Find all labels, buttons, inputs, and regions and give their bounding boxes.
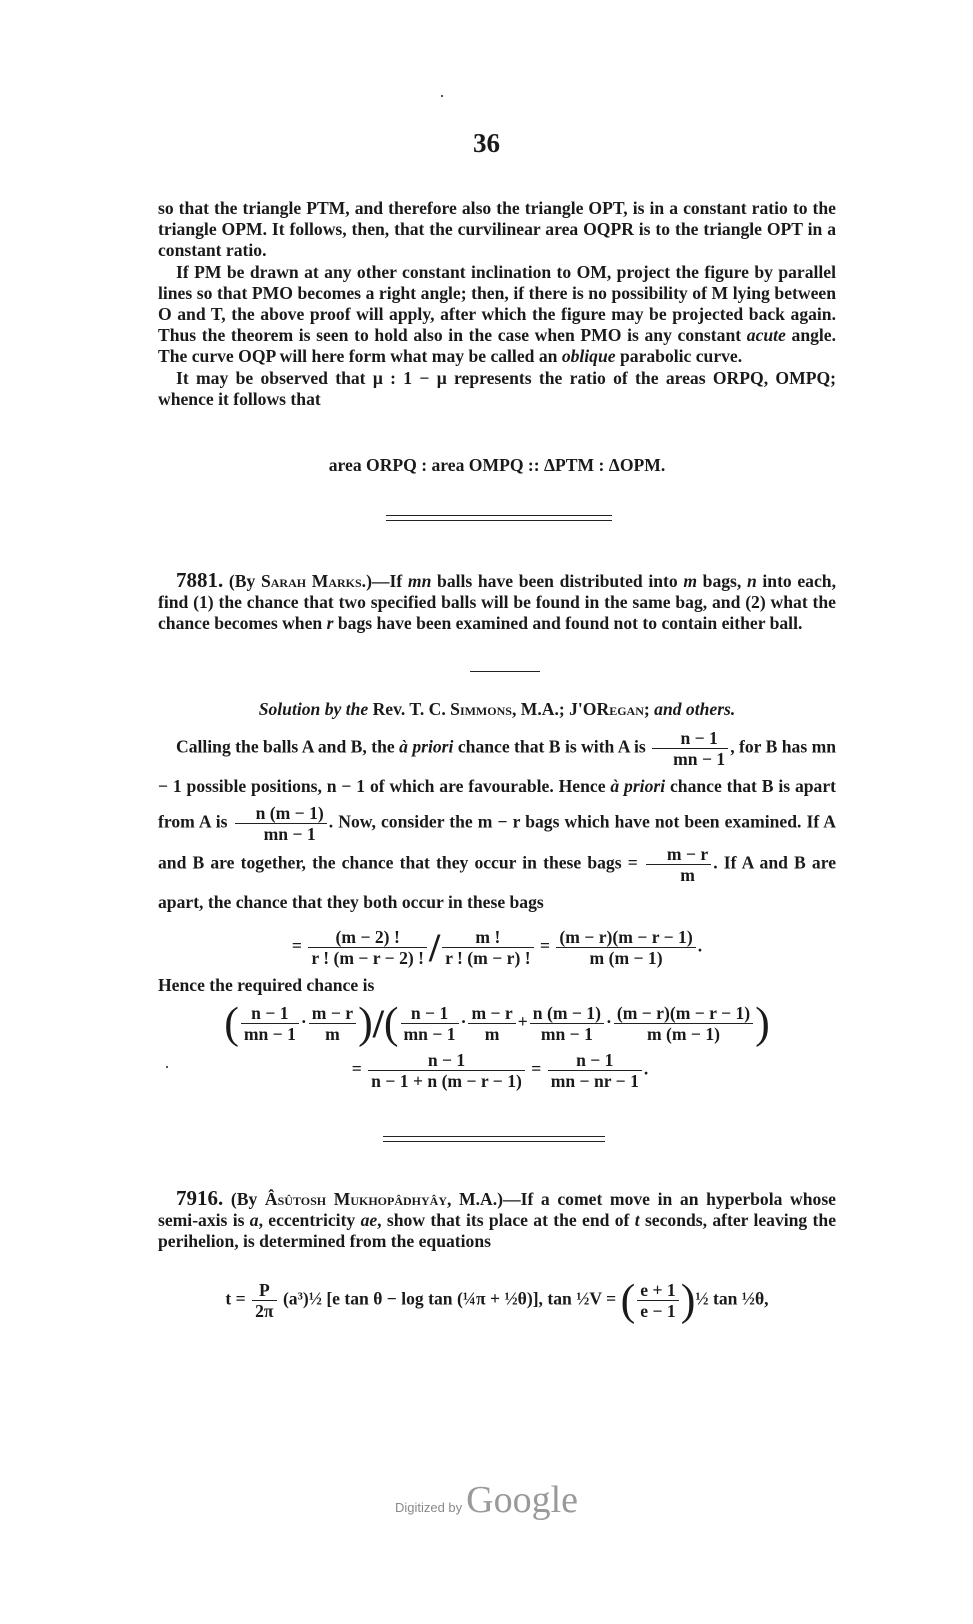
problem-7916: 7916. (By Âsûtosh Mukhopâdhyây, M.A.)—If a comet move in an hyperbola whose semi-axis is a, eccentricity ae, show that its place at the end of t seconds, after leaving the perihelion, is determined from the equations <box>158 1186 836 1252</box>
margin-mark <box>166 1066 168 1068</box>
problem-author: Sarah Marks <box>260 571 362 591</box>
paragraph-3: It may be observed that μ : 1 − μ represents the ratio of the areas ORPQ, OMPQ; whence it follows that <box>158 367 836 409</box>
page-number: 36 <box>473 128 500 158</box>
fraction: $\frac{n - 1}{mn - 1}$ <box>652 728 728 769</box>
problem-number: 7881. <box>176 568 224 592</box>
fraction: $\frac{n (m - 1)}{mn - 1}$ <box>235 803 327 844</box>
required-chance-label: Hence the required chance is <box>158 975 375 995</box>
short-divider <box>470 671 540 672</box>
problem-author: Âsûtosh Mukhopâdhyây <box>264 1189 447 1209</box>
problem-7881: 7881. (By Sarah Marks.)—If mn balls have been distributed into m bags, n into each, find (1) the chance that two specified balls will be found in the same bag, and (2) what the chance becomes when r bags have been examined and found not to contain either ball. <box>158 568 836 634</box>
equation-2: ( $\frac{n - 1}{mn - 1}$ · $\frac{m - r}{m}$ )/( $\frac{n - 1}{mn - 1}$ · $\frac{m - r}{m}$ + $\frac{n (m - 1)}{mn - 1}$ · $\frac{(m - r)(m - r - 1)}{m (m - 1)}$ ) <box>224 998 770 1048</box>
paragraph-1: so that the triangle PTM, and therefore also the triangle OPT, is in a constant ratio to the triangle OPM. It follows, then, that the curvilinear area OQPR is to the triangle OPT in a constant ratio. <box>158 198 836 261</box>
fraction: $\frac{m - r}{m}$ <box>646 844 711 885</box>
digitized-label: Digitized by <box>394 1500 463 1515</box>
equation-3: = $\frac{n - 1}{n - 1 + n (m - r - 1)}$ = $\frac{n - 1}{mn - nr - 1}$ . <box>351 1050 649 1091</box>
section-divider <box>386 515 612 521</box>
solution-body: Calling the balls A and B, the à priori chance that B is with A is $\frac{n - 1}{mn - 1}$ , for B has mn − 1 possible positions, n − 1 of which are favourable. Hence à priori chance that B is apart from A is $\frac{n (m - 1)}{mn - 1}$ . Now, consider the m − r bags which have not been examined. If A and B are together, the chance that they occur in these bags = $\frac{m - r}{m}$ . If A and B are apart, the chance that they both occur in these bags <box>158 728 837 912</box>
solution-heading: Solution by the Rev. T. C. Simmons, M.A.; J'ORegan; and others. <box>258 699 736 719</box>
problem-number: 7916. <box>176 1186 224 1210</box>
paragraph-2: If PM be drawn at any other constant inclination to OM, project the figure by parallel lines so that PMO becomes a right angle; then, if there is no possibility of M lying between O and T, the above proof will apply, after which the figure may be projected back again. Thus the theorem is seen to hold also in the case when PMO is any constant acute angle. The curve OQP will here form what may be called an oblique parabolic curve. <box>158 261 837 367</box>
equation-areas: area ORPQ : area OMPQ :: ΔPTM : ΔOPM. <box>328 455 666 475</box>
google-logo: Google <box>466 1479 579 1521</box>
equation-1: = $\frac{(m - 2) !}{r ! (m - r - 2) !}$ / $\frac{m !}{r ! (m - r) !}$ = $\frac{(m - r)(m - r - 1)}{m (m - 1)}$ . <box>291 925 703 970</box>
digitized-watermark <box>0 1478 973 1522</box>
margin-mark <box>441 95 443 97</box>
comet-equation: t = $\frac{P}{2\pi}$ (a³)½ [e tan θ − log tan (¼π + ½θ)], tan ½V = ( $\frac{e + 1}{e - 1}$ )½ tan ½θ, <box>225 1275 769 1325</box>
section1-text <box>158 198 836 410</box>
section-divider <box>383 1136 605 1142</box>
